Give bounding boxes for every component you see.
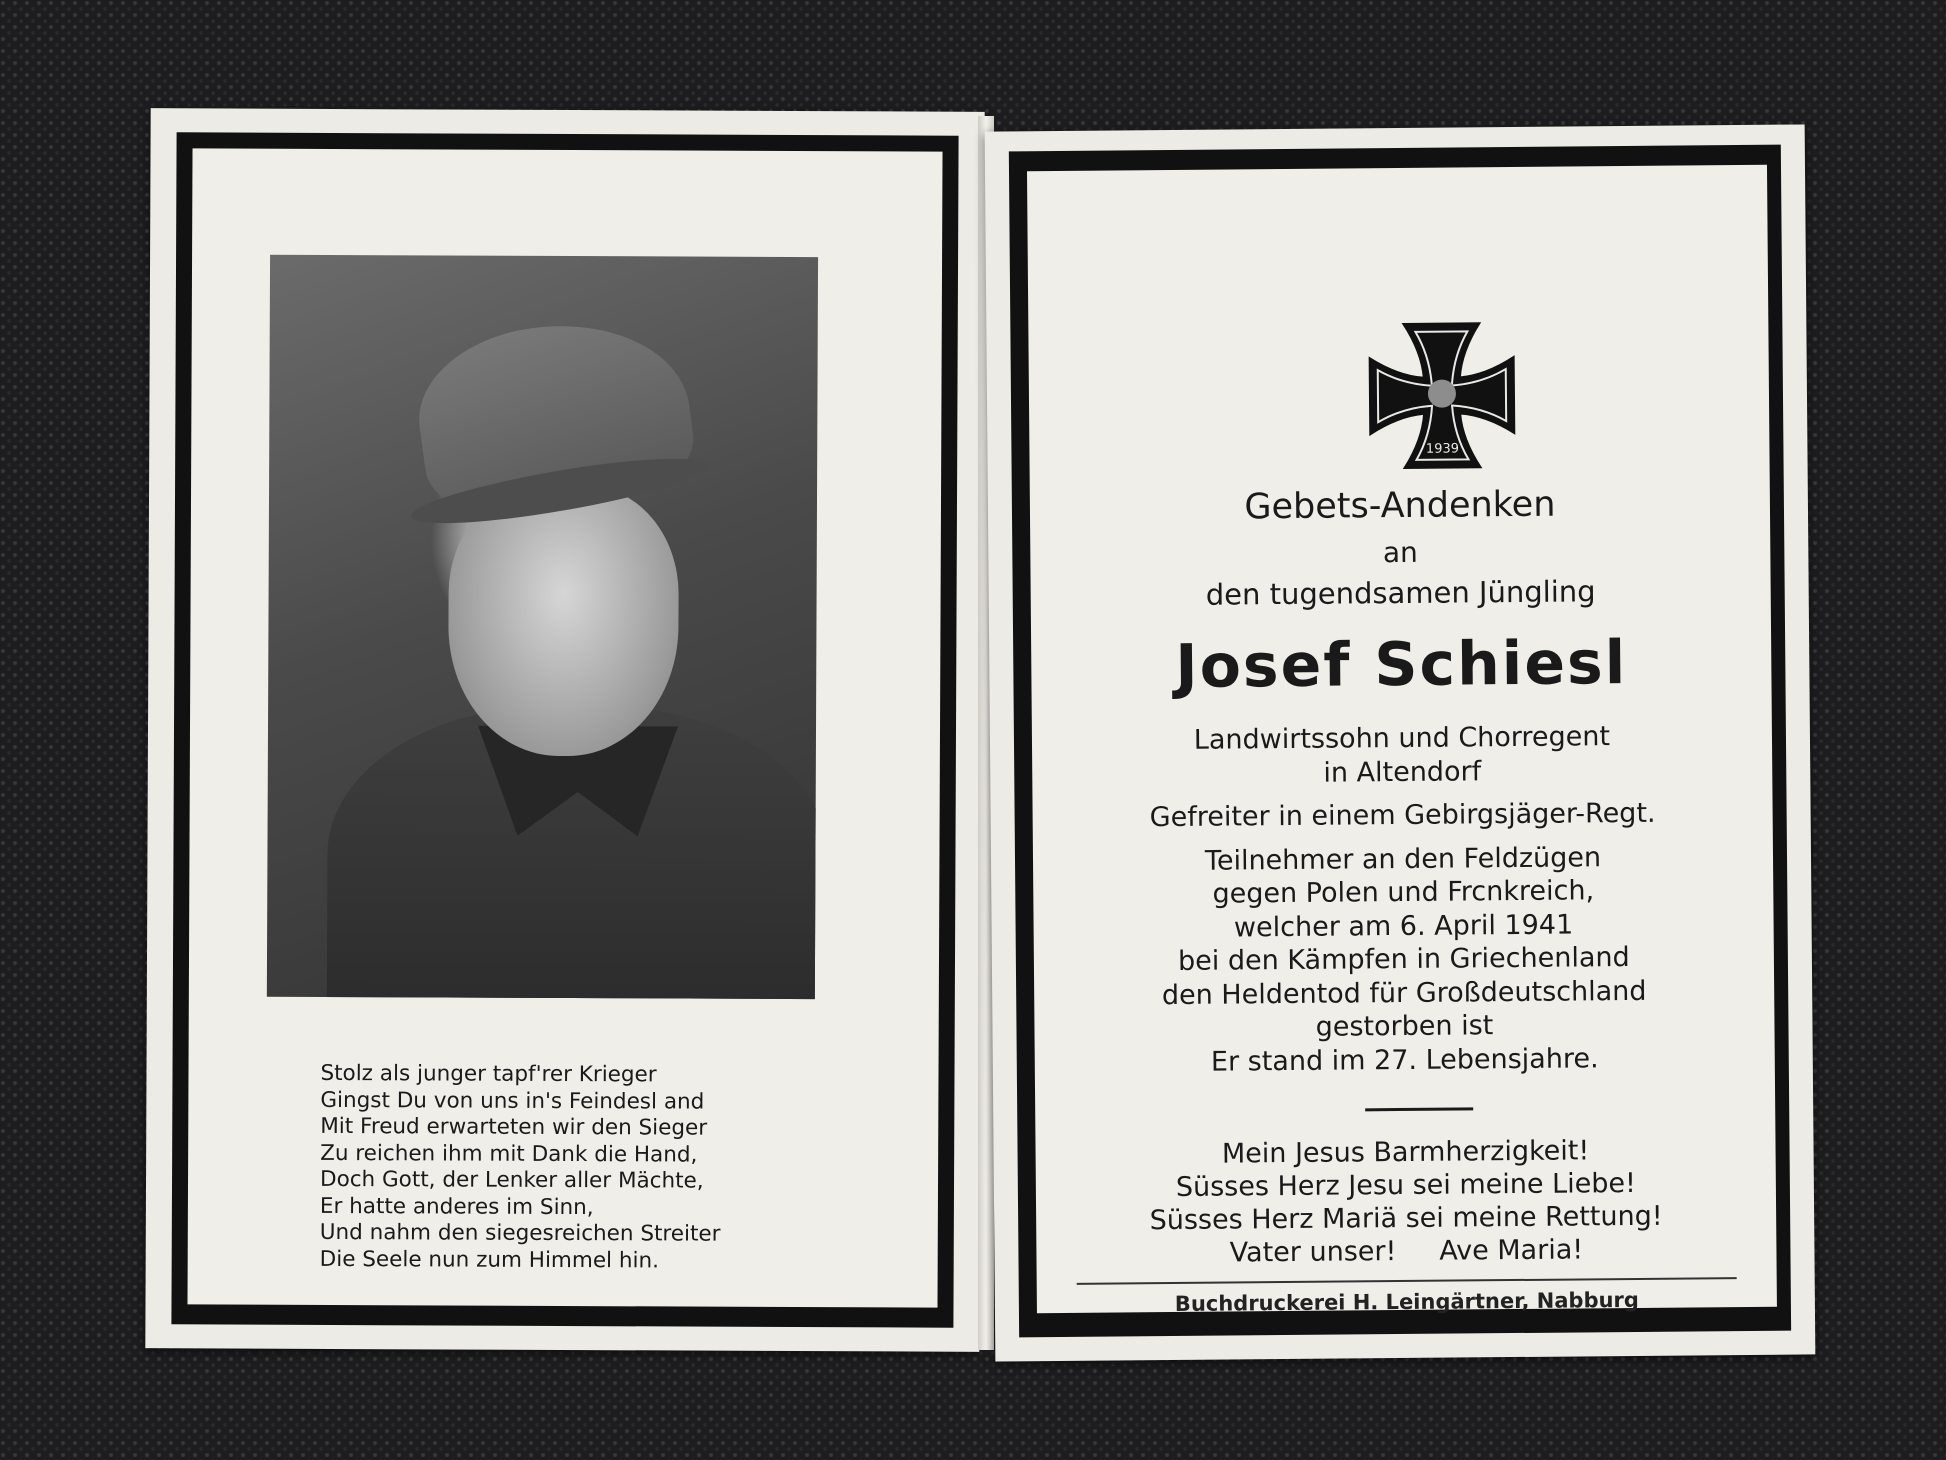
poem-line: Doch Gott, der Lenker aller Mächte, bbox=[319, 1166, 704, 1194]
cross-year: 1939 bbox=[1425, 441, 1460, 457]
detail-line: in Altendorf bbox=[1323, 755, 1482, 789]
prayer-line: Mein Jesus Barmherzigkeit! bbox=[1221, 1135, 1590, 1170]
poem-line: Die Seele nun zum Himmel hin. bbox=[319, 1246, 660, 1273]
deceased-name: Josef Schiesl bbox=[1175, 628, 1628, 702]
right-inner-area bbox=[1027, 165, 1777, 1316]
detail-line: Teilnehmer an den Feldzügen bbox=[1204, 841, 1602, 877]
right-panel bbox=[985, 124, 1816, 1361]
prayer-text bbox=[1035, 1133, 1776, 1271]
detail-line: Gefreiter in einem Gebirgsjäger-Regt. bbox=[1149, 797, 1656, 834]
face-shape bbox=[448, 485, 679, 756]
biography-text bbox=[1032, 719, 1775, 1080]
detail-line: gegen Polen und Frcnkreich, bbox=[1212, 875, 1595, 910]
poem-line: Zu reichen ihm mit Dank die Hand, bbox=[320, 1140, 698, 1168]
card-heading: Gebets-Andenken bbox=[1244, 484, 1556, 528]
detail-line: Er stand im 27. Lebensjahre. bbox=[1210, 1042, 1599, 1078]
memorial-card bbox=[148, 110, 1810, 1358]
printer-credit: Buchdruckerei H. Leingärtner, Nabburg bbox=[1174, 1287, 1639, 1316]
poem-line: Gingst Du von uns in's Feindesl and bbox=[320, 1087, 705, 1115]
poem-line: Er hatte anderes im Sinn, bbox=[319, 1193, 594, 1220]
card-an: an bbox=[1382, 535, 1418, 570]
poem-line: Stolz als junger tapf'rer Krieger bbox=[320, 1060, 657, 1088]
iron-cross-icon bbox=[1363, 317, 1520, 474]
footer-rule bbox=[1077, 1277, 1737, 1284]
separator-line bbox=[1365, 1107, 1473, 1111]
poem-line: Mit Freud erwarteten wir den Sieger bbox=[320, 1113, 708, 1141]
prayer-line: Vater unser! Ave Maria! bbox=[1229, 1234, 1584, 1269]
memorial-poem bbox=[320, 1061, 841, 1275]
left-panel bbox=[145, 108, 984, 1352]
card-subheading: den tugendsamen Jüngling bbox=[1205, 574, 1596, 612]
detail-line: gestorben ist bbox=[1315, 1010, 1494, 1043]
detail-line: welcher am 6. April 1941 bbox=[1233, 908, 1574, 943]
portrait-photo bbox=[267, 255, 818, 999]
detail-line: Landwirtssohn und Chorregent bbox=[1193, 721, 1611, 756]
detail-line: den Heldentod für Großdeutschland bbox=[1161, 975, 1647, 1011]
poem-line: Und nahm den siegesreichen Streiter bbox=[319, 1219, 721, 1247]
prayer-line: Süsses Herz Mariä sei meine Rettung! bbox=[1149, 1200, 1663, 1237]
prayer-line: Süsses Herz Jesu sei meine Liebe! bbox=[1175, 1167, 1636, 1203]
detail-line: bei den Kämpfen in Griechenland bbox=[1177, 942, 1630, 977]
left-inner-area bbox=[187, 148, 942, 1307]
